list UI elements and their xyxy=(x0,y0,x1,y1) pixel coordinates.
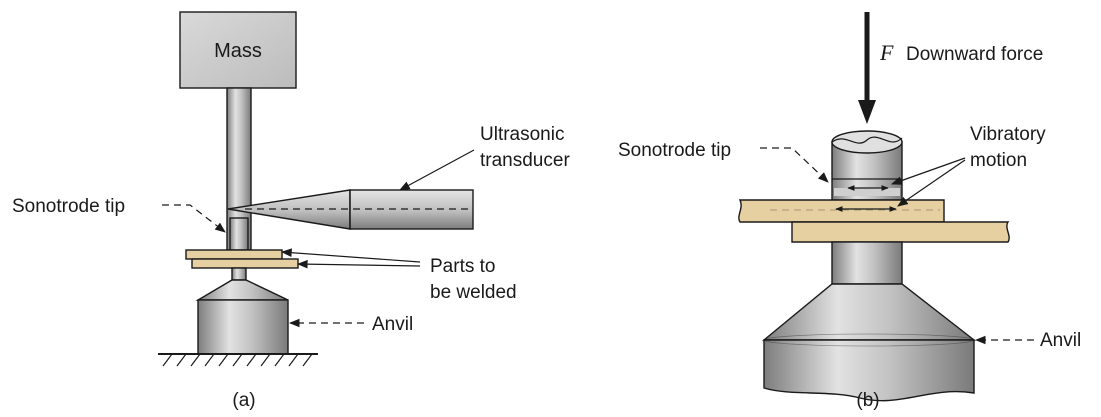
transducer-label-line1: Ultrasonic xyxy=(480,124,565,145)
sonotrode-label-b: Sonotrode tip xyxy=(618,140,732,161)
part-lower-a xyxy=(192,259,298,268)
anvil-label-b: Anvil xyxy=(1040,330,1082,351)
vibratory-label-line2: motion xyxy=(970,150,1028,171)
parts-leader-lower xyxy=(298,264,420,266)
vibratory-label-line1: Vibratory xyxy=(970,124,1046,145)
force-symbol: F xyxy=(880,40,894,65)
parts-label-line2: be welded xyxy=(430,282,517,303)
parts-b xyxy=(739,200,1009,242)
vibratory-leader-2 xyxy=(898,160,965,206)
force-label: Downward force xyxy=(906,44,1044,65)
panel-a xyxy=(12,12,570,411)
vibratory-leader-1 xyxy=(892,158,965,184)
sonotrode-label-a: Sonotrode tip xyxy=(12,196,126,217)
panel-b xyxy=(618,12,1081,411)
ultrasonic-transducer xyxy=(228,190,473,229)
ground-a xyxy=(158,354,318,366)
sonotrode-tip-a xyxy=(230,218,248,250)
parts-label-line1: Parts to xyxy=(430,256,496,277)
sonotrode-b xyxy=(832,131,902,200)
parts-leader-upper xyxy=(282,252,420,262)
force-arrowhead xyxy=(858,100,876,124)
sonotrode-leader-a xyxy=(162,205,225,232)
part-upper-a xyxy=(186,250,282,259)
caption-a: (a) xyxy=(232,390,256,411)
transducer-label-line2: transducer xyxy=(480,150,570,171)
sonotrode-leader-b xyxy=(760,148,828,182)
mass-label: Mass xyxy=(214,40,262,62)
anvil-label-a: Anvil xyxy=(372,314,414,335)
caption-b: (b) xyxy=(856,390,880,411)
transducer-leader xyxy=(400,150,474,190)
anvil-b xyxy=(764,242,974,401)
anvil-a xyxy=(198,268,288,354)
